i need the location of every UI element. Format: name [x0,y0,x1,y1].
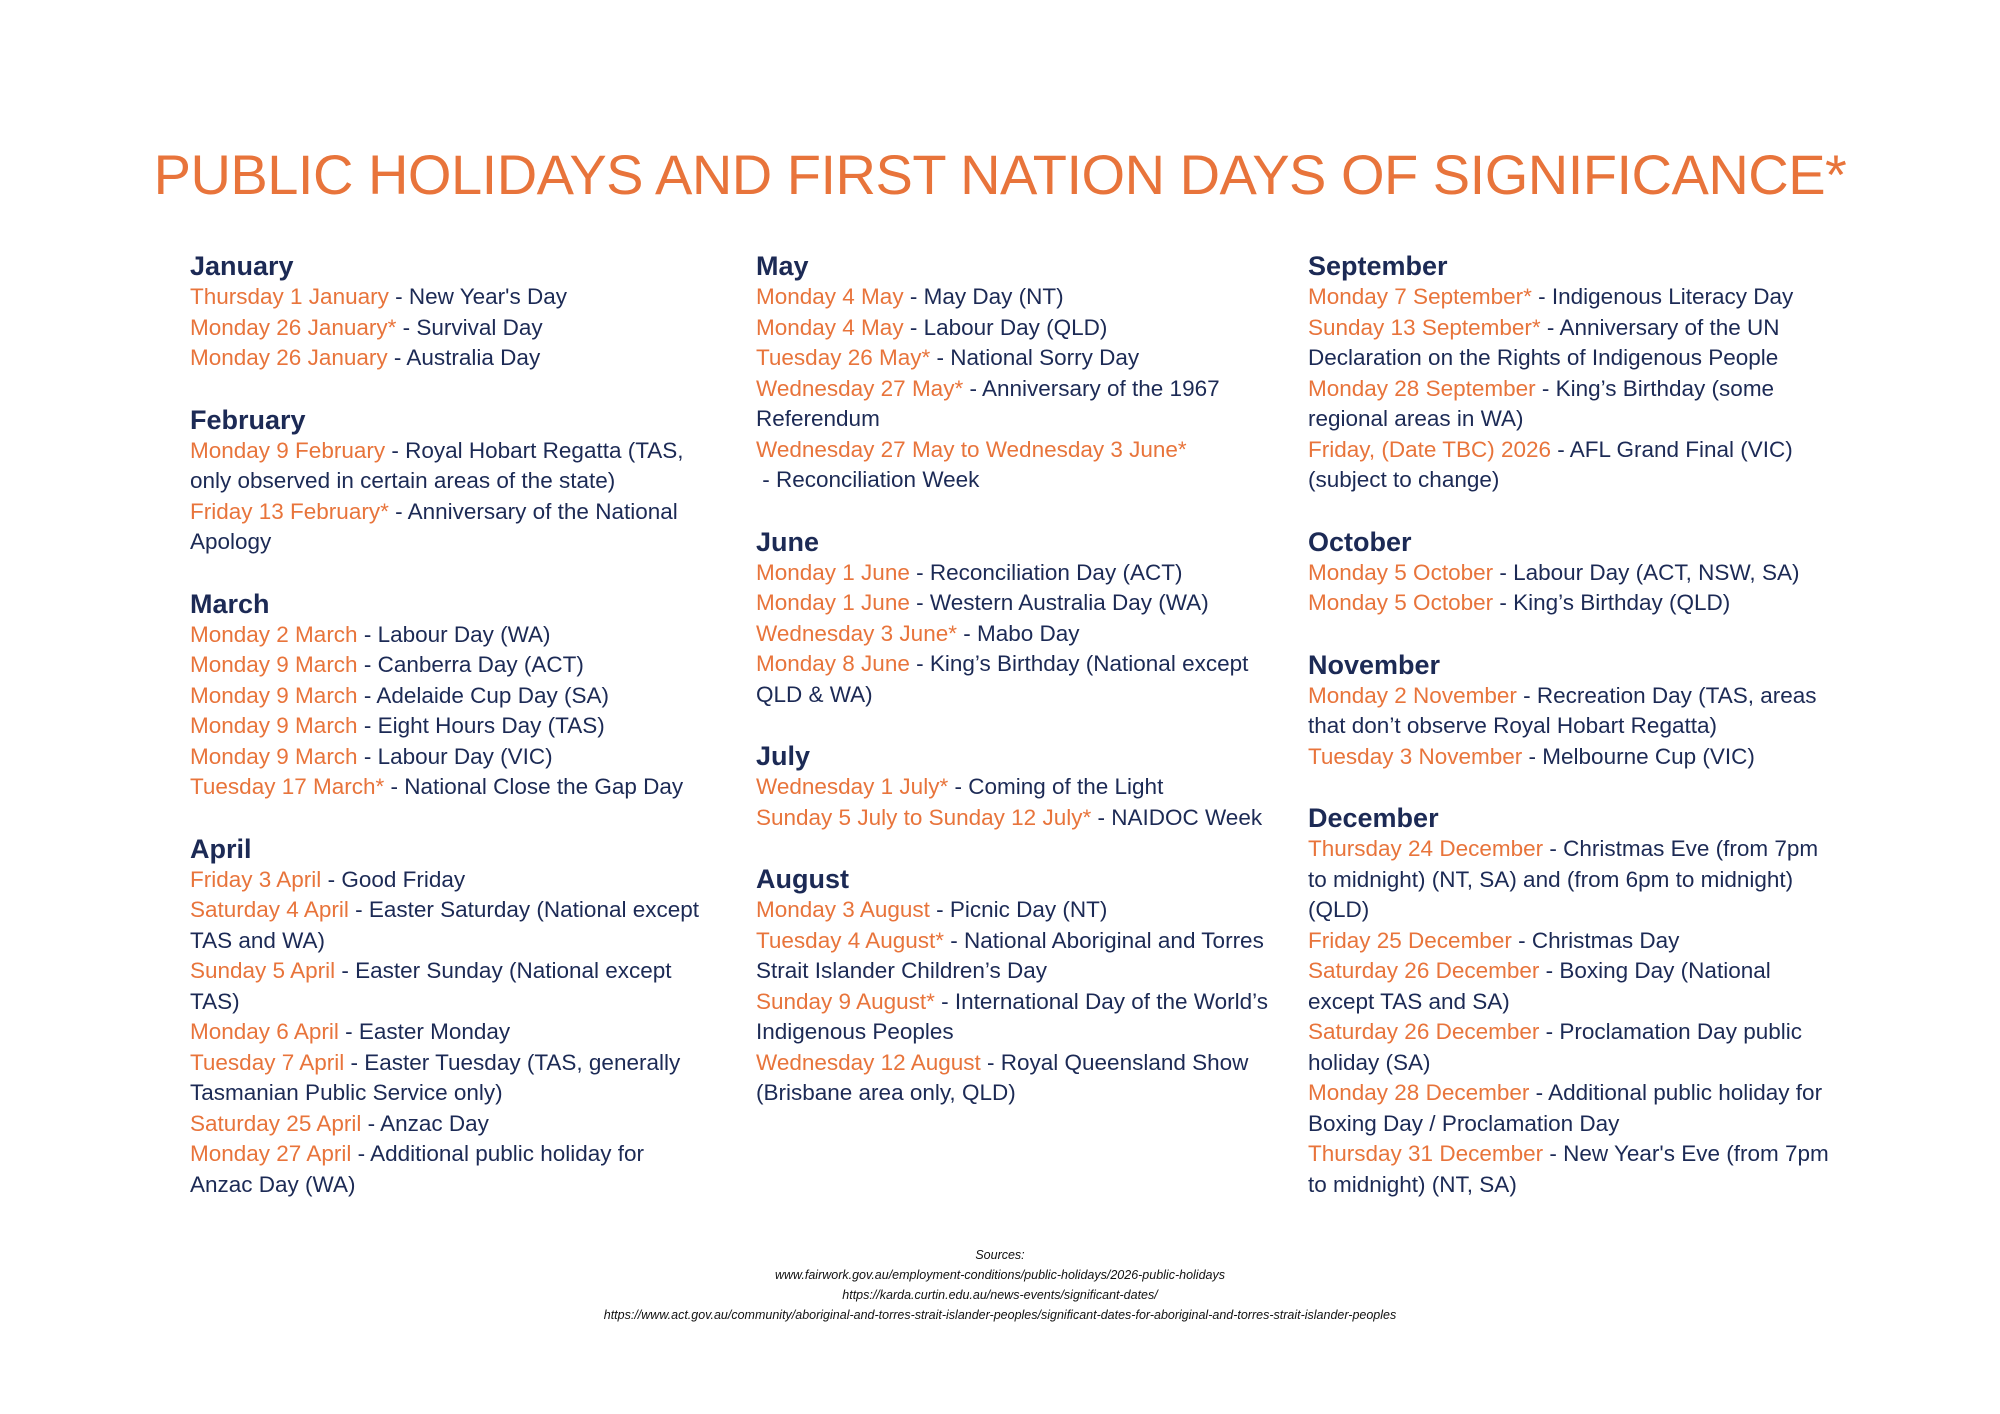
holiday-date: Thursday 31 December [1308,1141,1544,1166]
holiday-date: Tuesday 3 November [1308,743,1523,769]
separator: - [1493,590,1514,615]
month-section-june [756,526,1276,711]
separator: - [956,620,977,646]
holiday-description: Anniversary of the National Apology [190,498,678,554]
separator: - [903,284,924,309]
separator: - [1539,958,1560,983]
holiday-entry [756,987,1276,1048]
column-2 [756,250,1276,1139]
holiday-description: May Day (NT) [923,284,1064,309]
holiday-description: Easter Tuesday (TAS, generally Tasmanian Public Service only) [190,1049,681,1105]
holiday-date: Monday 9 March [190,682,358,708]
holiday-date: Monday 3 August [756,897,930,922]
holiday-description: Reconciliation Day (ACT) [929,559,1183,585]
sources [0,1245,2000,1325]
holiday-entry [756,313,1276,344]
holiday-description: Anniversary of the 1967 Referendum [756,375,1220,431]
holiday-date: Thursday 24 December [1308,836,1544,861]
month-section-july [756,740,1276,833]
holiday-entry [190,1109,710,1140]
holiday-entry [1308,558,1838,589]
holiday-date: Monday 4 May [756,314,904,340]
separator: - [756,467,776,492]
holiday-date: Sunday 13 September* [1308,314,1541,340]
holiday-date: Friday 13 February* [190,498,389,524]
holiday-description: Australia Day [406,345,541,370]
separator: - [944,927,965,953]
separator: - [963,375,982,401]
holiday-date: Monday 5 October [1308,559,1494,585]
holiday-date: Friday, (Date TBC) 2026 [1308,436,1552,462]
holiday-entry [190,772,710,803]
holiday-description: New Year's Day [408,284,567,309]
holiday-description: Labour Day (ACT, NSW, SA) [1513,559,1800,585]
separator: - [1543,1141,1564,1166]
holiday-entry [190,895,710,956]
holiday-date: Monday 9 March [190,743,358,769]
holiday-date: Thursday 1 January [190,284,389,309]
holiday-date: Monday 28 December [1308,1080,1530,1105]
holiday-description: National Sorry Day [950,345,1140,370]
holiday-description: Mabo Day [976,620,1080,646]
holiday-entry [756,649,1276,710]
holiday-description: International Day of the World’s Indigenous Peoples [756,988,1268,1044]
holiday-description: Easter Sunday (National except TAS) [190,958,672,1014]
holiday-description: Western Australia Day (WA) [929,590,1209,615]
holiday-date: Monday 26 January [190,345,388,370]
holiday-description: Reconciliation Week [776,467,980,492]
holiday-entry [190,681,710,712]
separator: - [335,958,356,983]
separator: - [351,1141,371,1166]
holiday-entry [190,313,710,344]
holiday-description: Eight Hours Day (TAS) [377,713,605,738]
holiday-entry [1308,313,1838,374]
holiday-description: Easter Saturday (National except TAS and WA) [190,897,700,953]
holiday-description: Recreation Day (TAS, areas that don’t observe Royal Hobart Regatta) [1308,682,1817,738]
month-section-september [1308,250,1838,496]
separator: - [1516,682,1537,708]
holiday-entry [1308,956,1838,1017]
holiday-description: AFL Grand Final (VIC) (subject to change) [1308,436,1793,492]
holiday-entry [756,926,1276,987]
holiday-entry [1308,1078,1838,1139]
holiday-description: Labour Day (VIC) [377,743,553,769]
separator: - [1522,743,1543,769]
holiday-date: Friday 3 April [190,866,322,892]
holiday-description: Labour Day (QLD) [923,314,1108,340]
holiday-date: Saturday 26 December [1308,1019,1540,1044]
separator: - [1531,284,1552,309]
month-heading: November [1308,649,1441,680]
separator: - [361,1110,381,1136]
holiday-description: Canberra Day (ACT) [377,652,584,677]
holiday-entry [1308,1139,1838,1200]
holiday-entry [1308,834,1838,926]
month-section-february [190,404,710,558]
separator: - [929,897,950,922]
column-1 [190,250,710,1230]
holiday-entry [190,956,710,1017]
holiday-description: King’s Birthday (some regional areas in WA) [1308,375,1775,431]
month-heading: September [1308,251,1448,281]
separator: - [1091,804,1112,830]
page-title: PUBLIC HOLIDAYS AND FIRST NATION DAYS OF SIGNIFICANCE* [153,143,1847,206]
holiday-description: NAIDOC Week [1111,804,1263,830]
holiday-description: Christmas Day [1531,927,1680,953]
holiday-date: Tuesday 26 May* [756,345,931,370]
month-heading: April [190,833,252,864]
holiday-date: Tuesday 7 April [190,1049,345,1075]
holiday-date: Monday 27 April [190,1141,352,1166]
separator: - [321,866,342,892]
month-section-august [756,863,1276,1109]
holiday-date: Sunday 9 August* [756,988,935,1014]
holiday-date: Monday 4 May [756,284,904,309]
separator: - [396,314,417,340]
holiday-entry [190,1139,710,1200]
holiday-entry [756,343,1276,374]
holiday-date: Saturday 26 December [1308,958,1540,983]
holiday-date: Monday 9 March [190,652,358,677]
separator: - [948,774,969,799]
separator: - [930,345,951,370]
month-section-november [1308,649,1838,773]
holiday-description: Melbourne Cup (VIC) [1542,743,1755,769]
holiday-description: Boxing Day (National except TAS and SA) [1308,958,1771,1014]
holiday-date: Monday 5 October [1308,590,1494,615]
holiday-description: Anzac Day [380,1110,489,1136]
separator: - [357,621,378,647]
separator: - [344,1049,365,1075]
separator: - [1535,375,1556,401]
column-3 [1308,250,1838,1230]
month-heading: March [190,588,270,619]
separator: - [1551,436,1570,462]
separator: - [357,713,378,738]
month-heading: May [756,251,809,281]
holiday-date: Monday 2 November [1308,682,1517,708]
holiday-entry [190,343,710,374]
separator: - [934,988,955,1014]
holiday-description: Good Friday [341,866,466,892]
separator: - [387,345,407,370]
holiday-date: Monday 28 September [1308,375,1536,401]
separator: - [909,651,930,676]
holiday-entry [756,895,1276,926]
holiday-entry [190,497,710,558]
holiday-entry [756,588,1276,619]
holiday-entry [190,742,710,773]
separator: - [357,652,378,677]
month-section-may [756,250,1276,496]
holiday-date: Saturday 4 April [190,897,349,922]
holiday-entry [190,1017,710,1048]
holiday-entry [756,803,1276,834]
holiday-entry [190,620,710,651]
holiday-entry [1308,926,1838,957]
holiday-description: Christmas Eve (from 7pm to midnight) (NT, SA) and (from 6pm to midnight) (QLD) [1308,836,1819,922]
holiday-description: Royal Hobart Regatta (TAS, only observed in certain areas of the state) [190,437,684,493]
source-link[interactable]: https://karda.curtin.edu.au/news-events/significant-dates/ [842,1288,1158,1302]
separator: - [384,774,405,799]
holiday-description: Additional public holiday for Anzac Day (WA) [190,1141,645,1197]
holiday-description: King’s Birthday (National except QLD & WA) [756,651,1249,707]
separator: - [980,1049,1001,1075]
month-section-december [1308,802,1838,1200]
holiday-description: Proclamation Day public holiday (SA) [1308,1019,1802,1075]
separator: - [903,314,924,340]
holiday-entry [1308,282,1838,313]
holiday-description: Adelaide Cup Day (SA) [376,682,609,708]
holiday-description: Indigenous Literacy Day [1551,284,1794,309]
separator: - [1493,559,1514,585]
month-section-march [190,588,710,803]
holiday-date: Wednesday 1 July* [756,774,949,799]
month-section-october [1308,526,1838,619]
holiday-date: Monday 8 June [756,651,910,676]
holiday-entry [756,435,1276,496]
separator: - [909,590,930,615]
source-link[interactable]: https://www.act.gov.au/community/aboriginal-and-torres-strait-islander-peoples/significant-dates-for-aboriginal-and-torres-strait-islander-peoples [603,1308,1397,1322]
holiday-description: Royal Queensland Show (Brisbane area only, QLD) [756,1049,1249,1105]
holiday-date: Monday 7 September* [1308,284,1532,309]
holiday-date: Wednesday 3 June* [756,620,957,646]
holiday-entry [756,374,1276,435]
separator: - [1539,1019,1560,1044]
separator: - [338,1019,359,1044]
holiday-entry [1308,374,1838,435]
separator: - [388,284,409,309]
separator: - [909,559,930,585]
holiday-entry [1308,681,1838,742]
month-section-january [190,250,710,374]
holiday-date: Monday 6 April [190,1019,339,1044]
separator: - [348,897,369,922]
holiday-entry [190,650,710,681]
holiday-description: New Year's Eve (from 7pm to midnight) (NT, SA) [1308,1141,1829,1197]
separator: - [357,682,377,708]
separator: - [1540,314,1560,340]
holiday-entry [756,282,1276,313]
holiday-entry [1308,742,1838,773]
holiday-date: Tuesday 4 August* [756,927,945,953]
holiday-entry [190,865,710,896]
holiday-date: Wednesday 12 August [756,1049,981,1075]
month-heading: February [190,404,306,435]
holiday-date: Saturday 25 April [190,1110,362,1136]
holiday-description: Easter Monday [358,1019,511,1044]
holiday-entry [756,558,1276,589]
holiday-description: Labour Day (WA) [377,621,551,647]
holiday-description: King’s Birthday (QLD) [1513,590,1731,615]
holiday-date: Monday 1 June [756,559,910,585]
month-heading: August [756,864,849,894]
holiday-date: Wednesday 27 May to Wednesday 3 June* [756,436,1187,462]
holiday-date: Wednesday 27 May* [756,375,964,401]
month-heading: June [756,526,820,557]
holiday-entry [190,282,710,313]
holiday-entry [1308,588,1838,619]
holiday-date: Monday 9 March [190,713,358,738]
month-heading: October [1308,526,1412,557]
holiday-entry [756,1048,1276,1109]
separator: - [385,437,406,463]
sources-label: Sources: [975,1248,1025,1262]
month-section-april [190,833,710,1201]
separator: - [1529,1080,1549,1105]
holiday-entry [1308,1017,1838,1078]
holiday-entry [1308,435,1838,496]
holiday-date: Monday 26 January* [190,314,397,340]
month-heading: December [1308,803,1439,833]
holiday-description: Anniversary of the UN Declaration on the Rights of Indigenous People [1308,314,1780,370]
holiday-entry [190,436,710,497]
separator: - [388,498,408,524]
holiday-description: Additional public holiday for Boxing Day / Proclamation Day [1308,1080,1823,1136]
holiday-date: Sunday 5 July to Sunday 12 July* [756,804,1092,830]
holiday-description: Coming of the Light [968,774,1164,799]
holiday-date: Monday 2 March [190,621,358,647]
holiday-date: Sunday 5 April [190,958,336,983]
holiday-date: Friday 25 December [1308,927,1512,953]
holiday-description: National Aboriginal and Torres Strait Islander Children’s Day [756,927,1264,983]
holiday-description: Survival Day [416,314,543,340]
holiday-entry [190,1048,710,1109]
holiday-entry [756,619,1276,650]
holiday-entry [190,711,710,742]
holiday-date: Tuesday 17 March* [190,774,385,799]
separator: - [1511,927,1532,953]
month-heading: January [190,251,294,281]
separator: - [357,743,378,769]
holiday-entry [756,772,1276,803]
holiday-description: Picnic Day (NT) [949,897,1108,922]
source-link[interactable]: www.fairwork.gov.au/employment-conditions/public-holidays/2026-public-holidays [775,1268,1225,1282]
separator: - [1543,836,1564,861]
month-heading: July [756,741,811,771]
holiday-date: Monday 9 February [190,437,386,463]
holiday-description: National Close the Gap Day [404,774,684,799]
holiday-date: Monday 1 June [756,590,910,615]
